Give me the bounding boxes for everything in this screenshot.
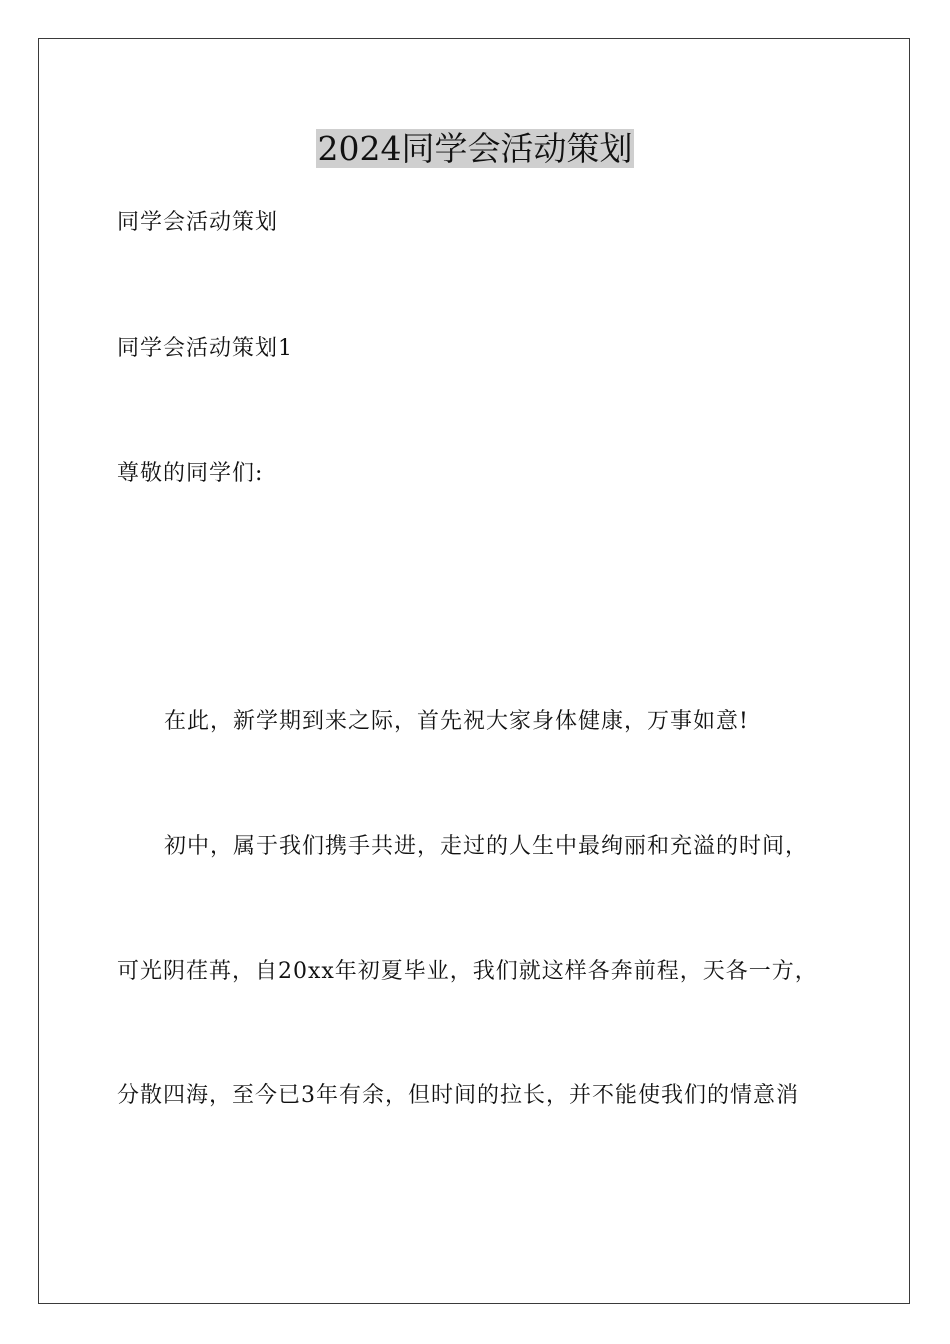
paragraph-line: 分散四海，至今已3年有余，但时间的拉长，并不能使我们的情意消 xyxy=(117,1083,799,1108)
document-title-text: 2024同学会活动策划 xyxy=(317,129,633,168)
section-heading: 同学会活动策划1 xyxy=(117,336,293,361)
paragraph-line: 初中，属于我们携手共进，走过的人生中最绚丽和充溢的时间， xyxy=(164,834,809,859)
paragraph-line: 可光阴荏苒，自20xx年初夏毕业，我们就这样各奔前程，天各一方， xyxy=(117,959,818,984)
salutation: 尊敬的同学们: xyxy=(117,461,264,486)
document-title xyxy=(0,126,950,172)
subtitle-line: 同学会活动策划 xyxy=(117,210,279,235)
paragraph-line: 在此，新学期到来之际，首先祝大家身体健康，万事如意! xyxy=(164,709,749,734)
